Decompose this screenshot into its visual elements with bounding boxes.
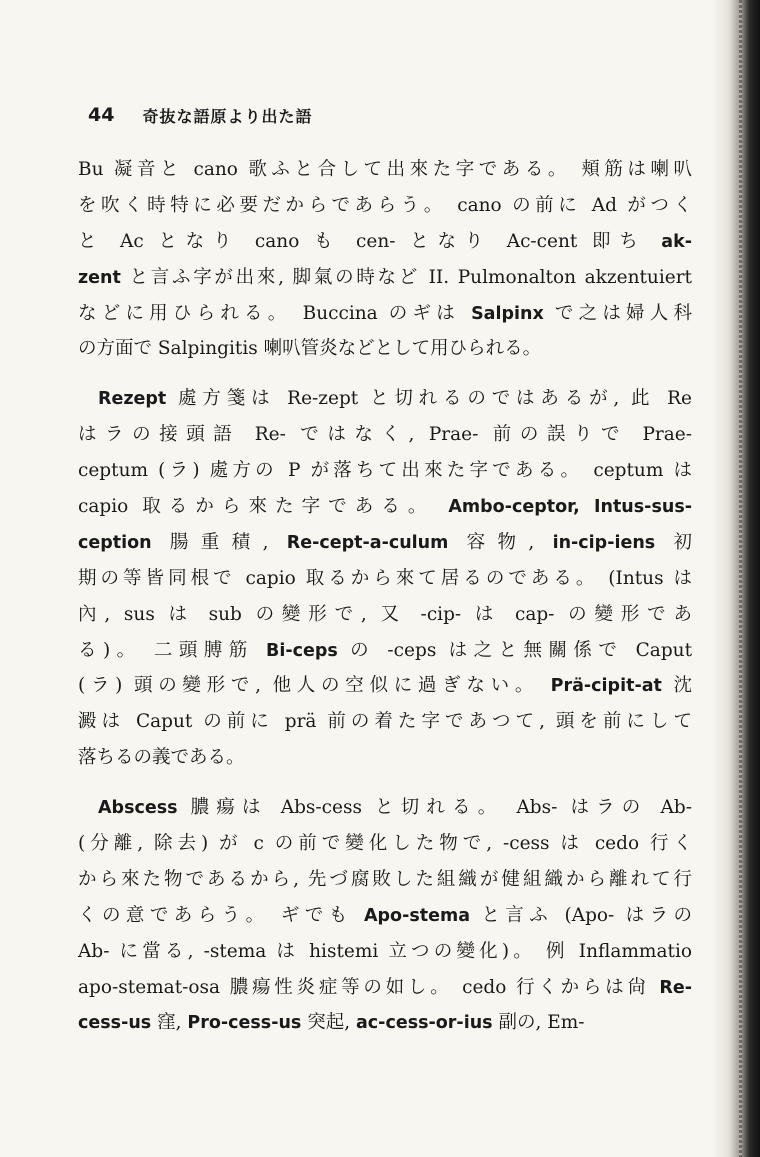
text-run: の -ceps は之と無關係で Caput [337, 639, 693, 661]
bold-term: Rezept [98, 389, 167, 410]
text-line [78, 668, 692, 704]
text-run: capio 取るから來た字である。 [78, 496, 449, 518]
text-run: 膿瘍は Abs-cess と切れる。 Abs- はラの Ab- [177, 797, 692, 819]
text-run: Ab- に當る, -stema は histemi 立つの變化)。 例 Inflammatio [78, 940, 692, 962]
bold-term: Prä-cipit-at [550, 676, 662, 697]
text-line [78, 224, 692, 260]
text-run: 初 [655, 531, 692, 553]
text-line [78, 331, 692, 367]
text-run: と Ac となり cano も cen- となり Ac-cent 即ち [78, 230, 662, 252]
text-run: 內, sus は sub の變形で, 又 -cip- は cap- の變形であ [78, 603, 692, 625]
text-line [78, 525, 692, 561]
text-run: apo-stemat-osa 膿瘍性炎症等の如し。 cedo 行くからは尙 [78, 976, 660, 998]
bold-term: Salpinx [471, 303, 544, 324]
text-run: 突起, [301, 1012, 356, 1034]
text-run: から來た物であるから, 先づ腐敗した組織が健組織から離れて行 [78, 868, 692, 890]
bold-term: Pro-cess-us [187, 1013, 302, 1034]
text-line [78, 381, 692, 417]
paragraph-gap [78, 776, 692, 790]
text-run: る)。 二頭膊筋 [78, 639, 267, 661]
bold-term: Apo-stema [363, 905, 471, 926]
text-run: を吹く時特に必要だからであらう。 cano の前に Ad がつく [78, 194, 692, 216]
text-run: 期の等皆同根で capio 取るから來て居るのである。 (Intus は [78, 567, 692, 589]
text-run: 澱は Caput の前に prä 前の着た字であつて, 頭を前にして [78, 711, 692, 733]
text-run: と言ふ (Apo- はラの [470, 904, 693, 926]
text-line [78, 188, 692, 224]
text-run: 窪, [151, 1012, 188, 1034]
bold-term: ception [78, 532, 152, 553]
text-run: 落ちるの義である。 [78, 747, 245, 769]
text-line [78, 970, 692, 1006]
text-line [78, 152, 692, 188]
paragraph [78, 381, 692, 776]
text-line [78, 633, 692, 669]
body-text [78, 152, 692, 1041]
bold-term: Re- [659, 977, 692, 998]
text-line [78, 704, 692, 740]
text-line [78, 417, 692, 453]
text-line [78, 862, 692, 898]
text-run: の方面で Salpingitis 喇叭管炎などとして用ひられる。 [78, 338, 542, 360]
paragraph [78, 152, 692, 367]
bold-term: Abscess [98, 798, 178, 819]
text-run: 處方箋は Re-zept と切れるのではあるが, 此 Re [166, 388, 692, 410]
paragraph-gap [78, 367, 692, 381]
text-run: などに用ひられる。 Buccina のギは [78, 302, 472, 324]
text-line [78, 597, 692, 633]
text-run: くの意であらう。 ギでも [78, 904, 364, 926]
running-title: 奇抜な語原より出た語 [142, 106, 313, 126]
text-run: で之は婦人科 [543, 302, 692, 324]
text-run: 副の, Em- [492, 1012, 585, 1034]
bold-term: Ambo-ceptor, Intus-sus- [448, 497, 692, 518]
text-line [78, 561, 692, 597]
text-run: と言ふ字が出來, 脚氣の時など II. Pulmonalton akzentuiert [120, 266, 692, 288]
text-line [78, 898, 692, 934]
text-line [78, 489, 692, 525]
text-run: (ラ) 頭の變形で, 他人の空似に過ぎない。 [78, 675, 551, 697]
bold-term: ac-cess-or-ius [356, 1013, 493, 1034]
page-header [88, 101, 312, 129]
text-line [78, 826, 692, 862]
page-number: 44 [88, 104, 115, 126]
text-line [78, 296, 692, 332]
text-run: (分離, 除去) が c の前で變化した物で, -cess は cedo 行く [78, 833, 692, 855]
text-line [78, 934, 692, 970]
text-line [78, 790, 692, 826]
bold-term: zent [78, 267, 121, 288]
bold-term: cess-us [78, 1013, 152, 1034]
book-spine-shadow [712, 0, 760, 1157]
page-edge [739, 0, 742, 1157]
bold-term: ak- [661, 231, 692, 252]
text-run: 沈 [661, 675, 692, 697]
text-line [78, 740, 692, 776]
text-run: 容物, [448, 531, 553, 553]
text-run: Bu 凝音と cano 歌ふと合して出來た字である。 頬筋は喇叭 [78, 159, 692, 180]
paragraph [78, 790, 692, 1041]
text-run: 腸重積, [151, 531, 287, 553]
text-run: はラの接頭語 Re- ではなく, Prae- 前の誤りで Prae- [78, 424, 692, 446]
text-run: ceptum (ラ) 處方の P が落ちて出來た字である。 ceptum は [78, 460, 692, 482]
text-line [78, 1005, 692, 1041]
bold-term: Re-cept-a-culum [286, 532, 449, 553]
text-line [78, 453, 692, 489]
bold-term: Bi-ceps [266, 640, 338, 661]
bold-term: in-cip-iens [552, 532, 656, 553]
text-line [78, 260, 692, 296]
